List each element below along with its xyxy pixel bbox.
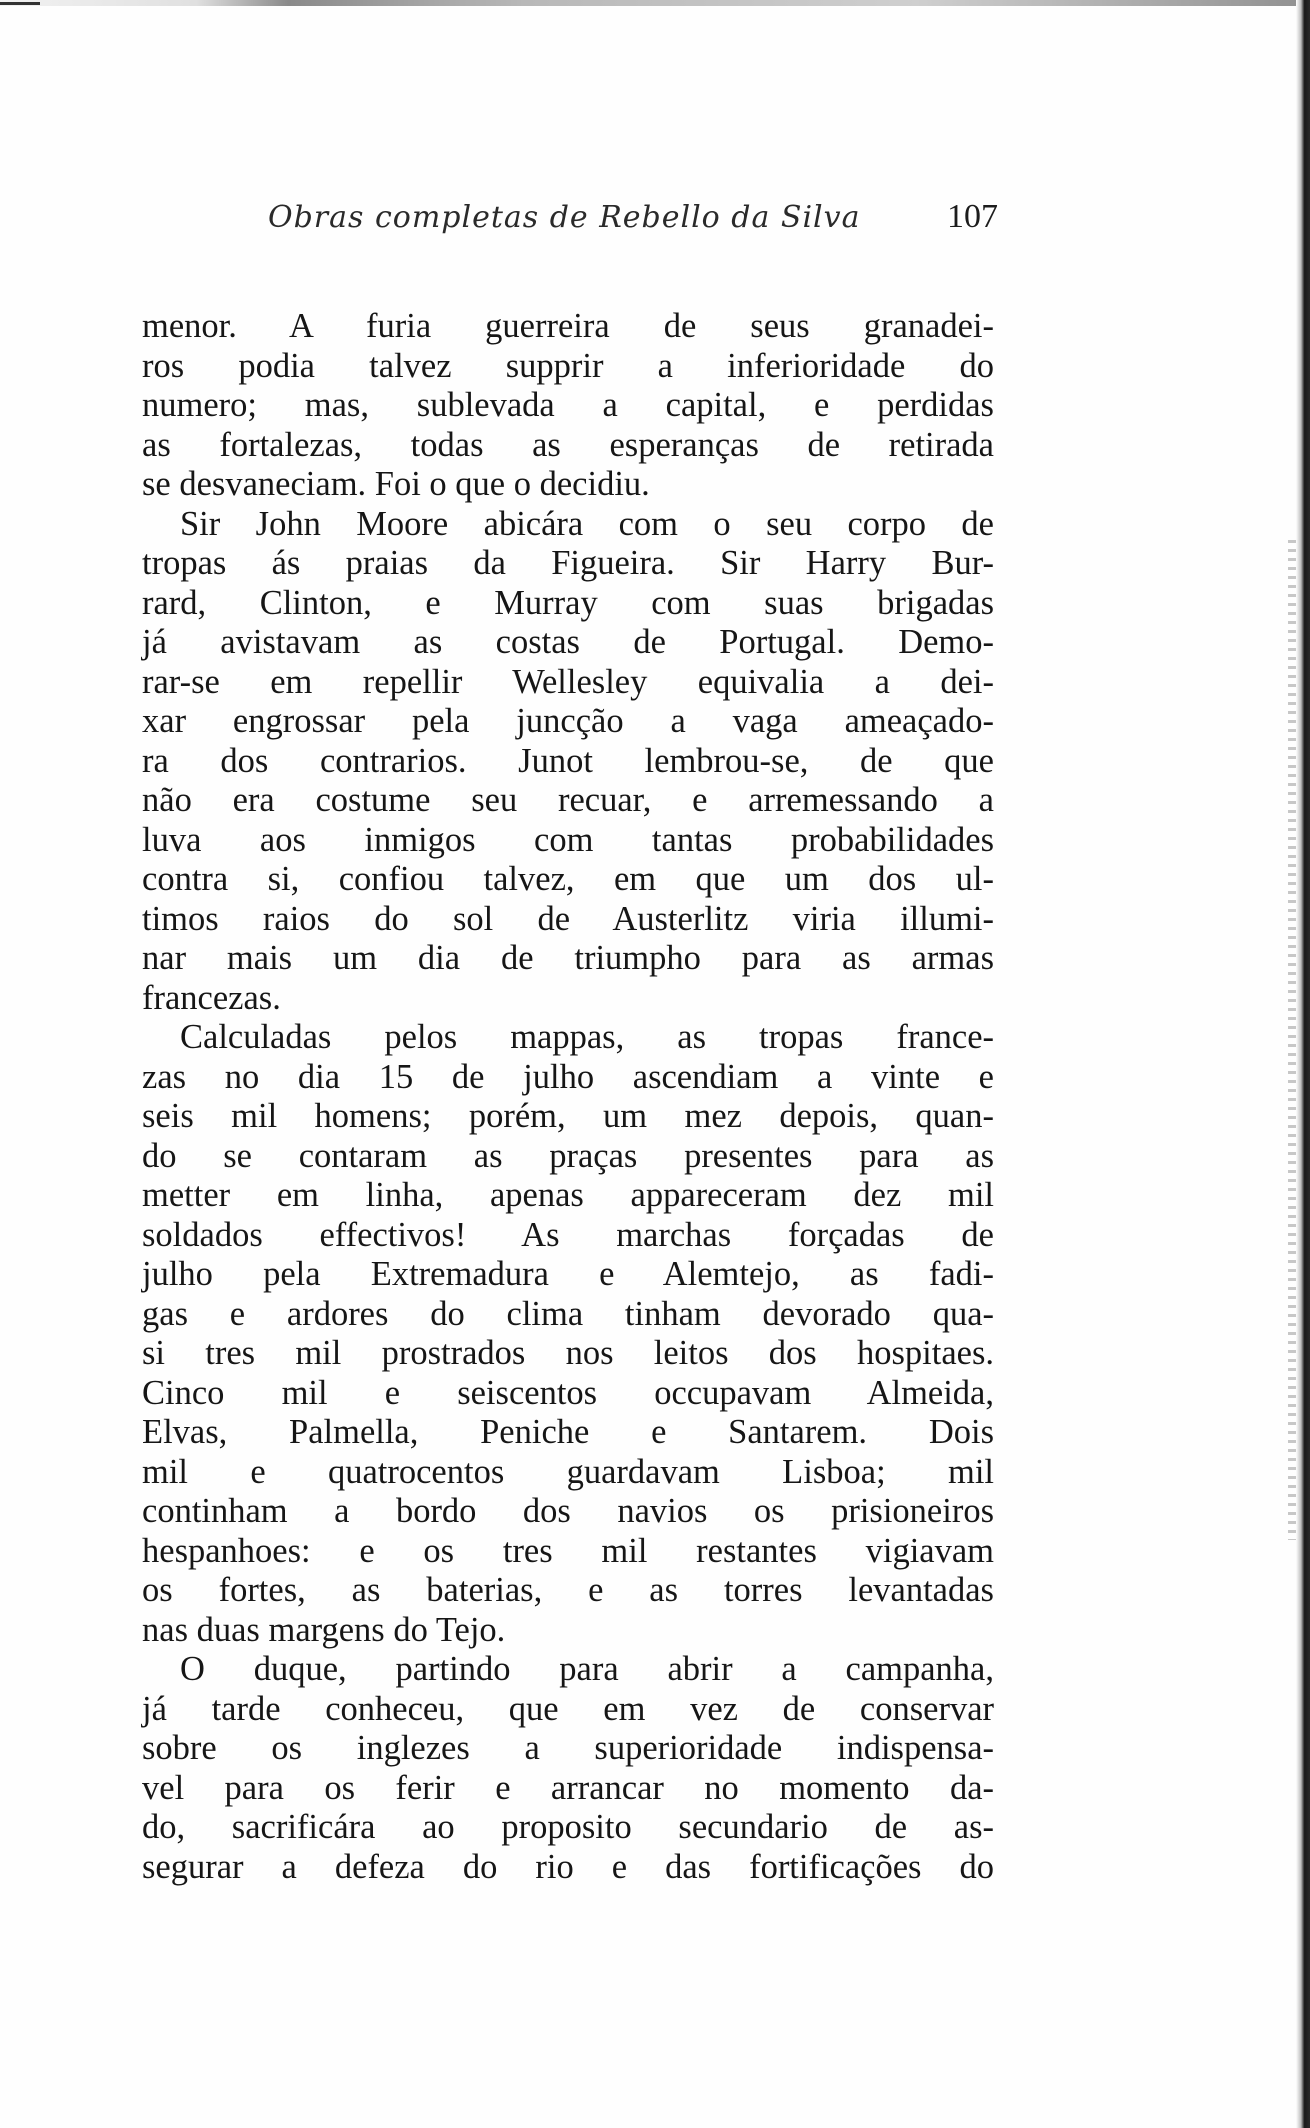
text-line: ros podia talvez supprir a inferioridade do [142,346,994,385]
text-line: seis mil homens; porém, um mez depois, quan- [142,1097,994,1135]
running-title: Obras completas de Rebello da Silva [268,200,861,235]
text-line: nar mais um dia de triumpho para as armas [142,939,994,977]
scan-edge-noise [1288,540,1296,1540]
text-line: vel para os ferir e arrancar no momento da- [142,1768,994,1807]
text-line: xar engrossar pela juncção a vaga ameaçado- [142,702,994,740]
scan-top-edge [0,0,1310,6]
text-line: rar-se em repellir Wellesley equivalia a dei- [142,662,994,701]
text-line: já tarde conheceu, que em vez de conservar [142,1689,994,1728]
text-line: menor. A furia guerreira de seus granadei- [142,307,994,345]
text-line: luva aos inmigos com tantas probabilidades [142,820,994,859]
text-line: soldados effectivos! As marchas forçadas de [142,1215,994,1254]
text-line: numero; mas, sublevada a capital, e perdidas [142,386,994,424]
text-line: do, sacrificára ao proposito secundario de as- [142,1808,994,1846]
text-line: gas e ardores do clima tinham devorado qua- [142,1294,994,1333]
text-line: zas no dia 15 de julho ascendiam a vinte e [142,1057,994,1096]
paragraph-start-line: O duque, partindo para abrir a campanha, [180,1650,994,1688]
text-line: as fortalezas, todas as esperanças de retirada [142,425,994,464]
text-line: nas duas margens do Tejo. [142,1610,506,1649]
paragraph-start-line: Sir John Moore abicára com o seu corpo de [180,504,994,543]
page-header [268,200,998,240]
text-line: tropas ás praias da Figueira. Sir Harry Bur- [142,544,994,582]
text-line: os fortes, as baterias, e as torres levantadas [142,1571,994,1609]
text-line: rard, Clinton, e Murray com suas brigadas [142,583,994,622]
text-line: não era costume seu recuar, e arremessando a [142,781,994,819]
text-line: timos raios do sol de Austerlitz viria illumi- [142,899,994,938]
scan-top-mark [0,2,40,5]
body-text [142,307,994,1887]
text-line: do se contaram as praças presentes para as [142,1136,994,1175]
text-line: se desvaneciam. Foi o que o decidiu. [142,465,650,503]
text-line: hespanhoes: e os tres mil restantes vigiavam [142,1531,994,1570]
text-line: si tres mil prostrados nos leitos dos hospitaes. [142,1334,994,1372]
text-line: julho pela Extremadura e Alemtejo, as fadi- [142,1255,994,1293]
text-line: francezas. [142,978,281,1017]
scan-binding-shadow [1296,0,1310,2128]
text-line: mil e quatrocentos guardavam Lisboa; mil [142,1452,994,1491]
paragraph-start-line: Calculadas pelos mappas, as tropas france- [180,1018,994,1056]
text-line: continham a bordo dos navios os prisioneiros [142,1492,994,1530]
text-line: ra dos contrarios. Junot lembrou-se, de que [142,741,994,780]
text-line: sobre os inglezes a superioridade indispensa- [142,1729,994,1767]
text-line: Elvas, Palmella, Peniche e Santarem. Dois [142,1413,994,1451]
text-line: metter em linha, apenas appareceram dez mil [142,1176,994,1214]
text-line: contra si, confiou talvez, em que um dos ul- [142,860,994,898]
page-number: 107 [947,198,998,235]
text-line: já avistavam as costas de Portugal. Demo- [142,623,994,661]
text-line: segurar a defeza do rio e das fortificações do [142,1847,994,1886]
text-line: Cinco mil e seiscentos occupavam Almeida, [142,1373,994,1412]
